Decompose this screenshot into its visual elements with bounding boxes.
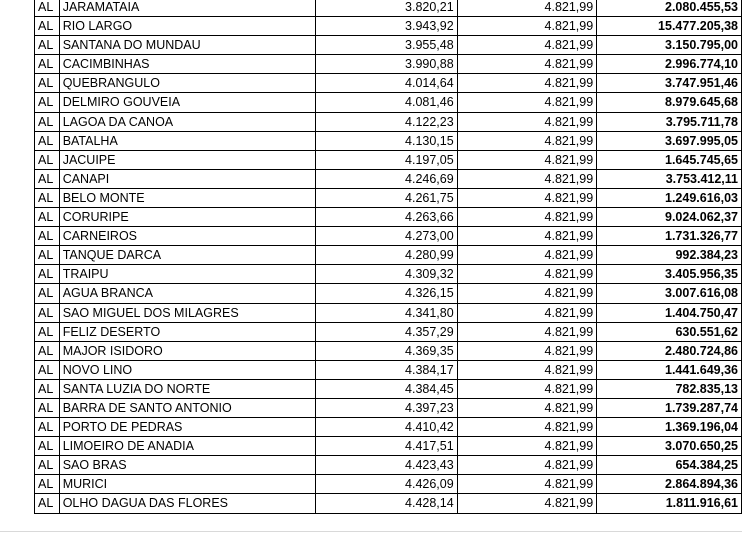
municipio-cell: CANAPI [59, 169, 316, 188]
uf-cell: AL [35, 93, 60, 112]
municipio-cell: CARNEIROS [59, 227, 316, 246]
value1-cell: 3.820,21 [316, 0, 457, 17]
uf-cell: AL [35, 322, 60, 341]
table-row [35, 437, 742, 456]
value1-cell: 4.197,05 [316, 150, 457, 169]
uf-cell: AL [35, 169, 60, 188]
table-row [35, 150, 742, 169]
total-cell: 2.480.724,86 [597, 341, 742, 360]
table-row [35, 398, 742, 417]
municipio-cell: TANQUE DARCA [59, 246, 316, 265]
table-row [35, 55, 742, 74]
total-cell: 3.747.951,46 [597, 74, 742, 93]
table-row [35, 322, 742, 341]
table-row [35, 227, 742, 246]
municipio-cell: QUEBRANGULO [59, 74, 316, 93]
municipio-cell: AGUA BRANCA [59, 284, 316, 303]
municipio-cell: JACUIPE [59, 150, 316, 169]
uf-cell: AL [35, 265, 60, 284]
value2-cell: 4.821,99 [457, 475, 597, 494]
uf-cell: AL [35, 475, 60, 494]
value2-cell: 4.821,99 [457, 188, 597, 207]
municipio-cell: SAO MIGUEL DOS MILAGRES [59, 303, 316, 322]
uf-cell: AL [35, 284, 60, 303]
uf-cell: AL [35, 55, 60, 74]
value1-cell: 4.309,32 [316, 265, 457, 284]
value2-cell: 4.821,99 [457, 360, 597, 379]
total-cell: 782.835,13 [597, 379, 742, 398]
total-cell: 2.080.455,53 [597, 0, 742, 17]
value2-cell: 4.821,99 [457, 131, 597, 150]
table-row [35, 379, 742, 398]
value2-cell: 4.821,99 [457, 341, 597, 360]
table-row [35, 303, 742, 322]
value1-cell: 4.384,45 [316, 379, 457, 398]
value1-cell: 4.263,66 [316, 208, 457, 227]
value2-cell: 4.821,99 [457, 284, 597, 303]
uf-cell: AL [35, 131, 60, 150]
uf-cell: AL [35, 36, 60, 55]
total-cell: 3.007.616,08 [597, 284, 742, 303]
value2-cell: 4.821,99 [457, 303, 597, 322]
uf-cell: AL [35, 208, 60, 227]
municipio-cell: LAGOA DA CANOA [59, 112, 316, 131]
uf-cell: AL [35, 303, 60, 322]
total-cell: 3.150.795,00 [597, 36, 742, 55]
total-cell: 1.441.649,36 [597, 360, 742, 379]
value1-cell: 4.261,75 [316, 188, 457, 207]
total-cell: 654.384,25 [597, 456, 742, 475]
table-row [35, 169, 742, 188]
total-cell: 630.551,62 [597, 322, 742, 341]
total-cell: 1.811.916,61 [597, 494, 742, 513]
value2-cell: 4.821,99 [457, 265, 597, 284]
value2-cell: 4.821,99 [457, 246, 597, 265]
uf-cell: AL [35, 379, 60, 398]
municipio-cell: PORTO DE PEDRAS [59, 418, 316, 437]
table-row [35, 17, 742, 36]
total-cell: 3.795.711,78 [597, 112, 742, 131]
uf-cell: AL [35, 398, 60, 417]
total-cell: 3.753.412,11 [597, 169, 742, 188]
value1-cell: 4.246,69 [316, 169, 457, 188]
total-cell: 992.384,23 [597, 246, 742, 265]
uf-cell: AL [35, 74, 60, 93]
municipio-cell: CORURIPE [59, 208, 316, 227]
total-cell: 1.249.616,03 [597, 188, 742, 207]
value2-cell: 4.821,99 [457, 36, 597, 55]
value1-cell: 4.384,17 [316, 360, 457, 379]
municipio-cell: BELO MONTE [59, 188, 316, 207]
value1-cell: 4.081,46 [316, 93, 457, 112]
uf-cell: AL [35, 494, 60, 513]
total-cell: 1.369.196,04 [597, 418, 742, 437]
table-row [35, 74, 742, 93]
total-cell: 2.996.774,10 [597, 55, 742, 74]
page-divider [0, 531, 742, 532]
value2-cell: 4.821,99 [457, 112, 597, 131]
total-cell: 1.404.750,47 [597, 303, 742, 322]
municipio-cell: RIO LARGO [59, 17, 316, 36]
value1-cell: 4.357,29 [316, 322, 457, 341]
value1-cell: 4.326,15 [316, 284, 457, 303]
table-row [35, 418, 742, 437]
total-cell: 1.645.745,65 [597, 150, 742, 169]
municipio-cell: BATALHA [59, 131, 316, 150]
value1-cell: 4.417,51 [316, 437, 457, 456]
uf-cell: AL [35, 150, 60, 169]
uf-cell: AL [35, 437, 60, 456]
total-cell: 3.405.956,35 [597, 265, 742, 284]
municipio-cell: SANTANA DO MUNDAU [59, 36, 316, 55]
value1-cell: 4.369,35 [316, 341, 457, 360]
value1-cell: 4.428,14 [316, 494, 457, 513]
value2-cell: 4.821,99 [457, 398, 597, 417]
table-row [35, 284, 742, 303]
value1-cell: 4.341,80 [316, 303, 457, 322]
uf-cell: AL [35, 227, 60, 246]
value2-cell: 4.821,99 [457, 55, 597, 74]
uf-cell: AL [35, 341, 60, 360]
uf-cell: AL [35, 246, 60, 265]
total-cell: 9.024.062,37 [597, 208, 742, 227]
table-row [35, 360, 742, 379]
table-row [35, 494, 742, 513]
municipio-cell: NOVO LINO [59, 360, 316, 379]
table-row [35, 456, 742, 475]
uf-cell: AL [35, 0, 60, 17]
value2-cell: 4.821,99 [457, 208, 597, 227]
table-row [35, 0, 742, 17]
uf-cell: AL [35, 188, 60, 207]
value1-cell: 4.130,15 [316, 131, 457, 150]
municipio-cell: DELMIRO GOUVEIA [59, 93, 316, 112]
municipio-cell: OLHO DAGUA DAS FLORES [59, 494, 316, 513]
municipio-cell: BARRA DE SANTO ANTONIO [59, 398, 316, 417]
municipio-cell: JARAMATAIA [59, 0, 316, 17]
table-row [35, 208, 742, 227]
value1-cell: 3.943,92 [316, 17, 457, 36]
table-row [35, 112, 742, 131]
uf-cell: AL [35, 418, 60, 437]
value1-cell: 3.955,48 [316, 36, 457, 55]
uf-cell: AL [35, 456, 60, 475]
table-row [35, 36, 742, 55]
municipio-cell: MAJOR ISIDORO [59, 341, 316, 360]
value1-cell: 4.273,00 [316, 227, 457, 246]
municipio-cell: FELIZ DESERTO [59, 322, 316, 341]
table-body [35, 0, 742, 513]
uf-cell: AL [35, 112, 60, 131]
table-row [35, 341, 742, 360]
total-cell: 15.477.205,38 [597, 17, 742, 36]
total-cell: 1.731.326,77 [597, 227, 742, 246]
table-row [35, 131, 742, 150]
value2-cell: 4.821,99 [457, 74, 597, 93]
value2-cell: 4.821,99 [457, 379, 597, 398]
value2-cell: 4.821,99 [457, 437, 597, 456]
total-cell: 3.697.995,05 [597, 131, 742, 150]
value2-cell: 4.821,99 [457, 0, 597, 17]
total-cell: 2.864.894,36 [597, 475, 742, 494]
value2-cell: 4.821,99 [457, 418, 597, 437]
municipio-cell: SANTA LUZIA DO NORTE [59, 379, 316, 398]
value1-cell: 4.397,23 [316, 398, 457, 417]
table-row [35, 93, 742, 112]
value1-cell: 4.410,42 [316, 418, 457, 437]
value2-cell: 4.821,99 [457, 227, 597, 246]
value2-cell: 4.821,99 [457, 17, 597, 36]
value1-cell: 4.014,64 [316, 74, 457, 93]
value2-cell: 4.821,99 [457, 456, 597, 475]
municipio-cell: TRAIPU [59, 265, 316, 284]
municipality-table [34, 0, 742, 514]
value2-cell: 4.821,99 [457, 169, 597, 188]
municipio-cell: MURICI [59, 475, 316, 494]
total-cell: 8.979.645,68 [597, 93, 742, 112]
municipio-cell: LIMOEIRO DE ANADIA [59, 437, 316, 456]
value1-cell: 4.423,43 [316, 456, 457, 475]
uf-cell: AL [35, 360, 60, 379]
total-cell: 1.739.287,74 [597, 398, 742, 417]
table-row [35, 246, 742, 265]
value1-cell: 4.280,99 [316, 246, 457, 265]
value1-cell: 4.426,09 [316, 475, 457, 494]
uf-cell: AL [35, 17, 60, 36]
value2-cell: 4.821,99 [457, 93, 597, 112]
table-row [35, 475, 742, 494]
value2-cell: 4.821,99 [457, 150, 597, 169]
municipio-cell: SAO BRAS [59, 456, 316, 475]
value1-cell: 4.122,23 [316, 112, 457, 131]
value1-cell: 3.990,88 [316, 55, 457, 74]
table-row [35, 265, 742, 284]
value2-cell: 4.821,99 [457, 494, 597, 513]
total-cell: 3.070.650,25 [597, 437, 742, 456]
municipio-cell: CACIMBINHAS [59, 55, 316, 74]
value2-cell: 4.821,99 [457, 322, 597, 341]
table-row [35, 188, 742, 207]
